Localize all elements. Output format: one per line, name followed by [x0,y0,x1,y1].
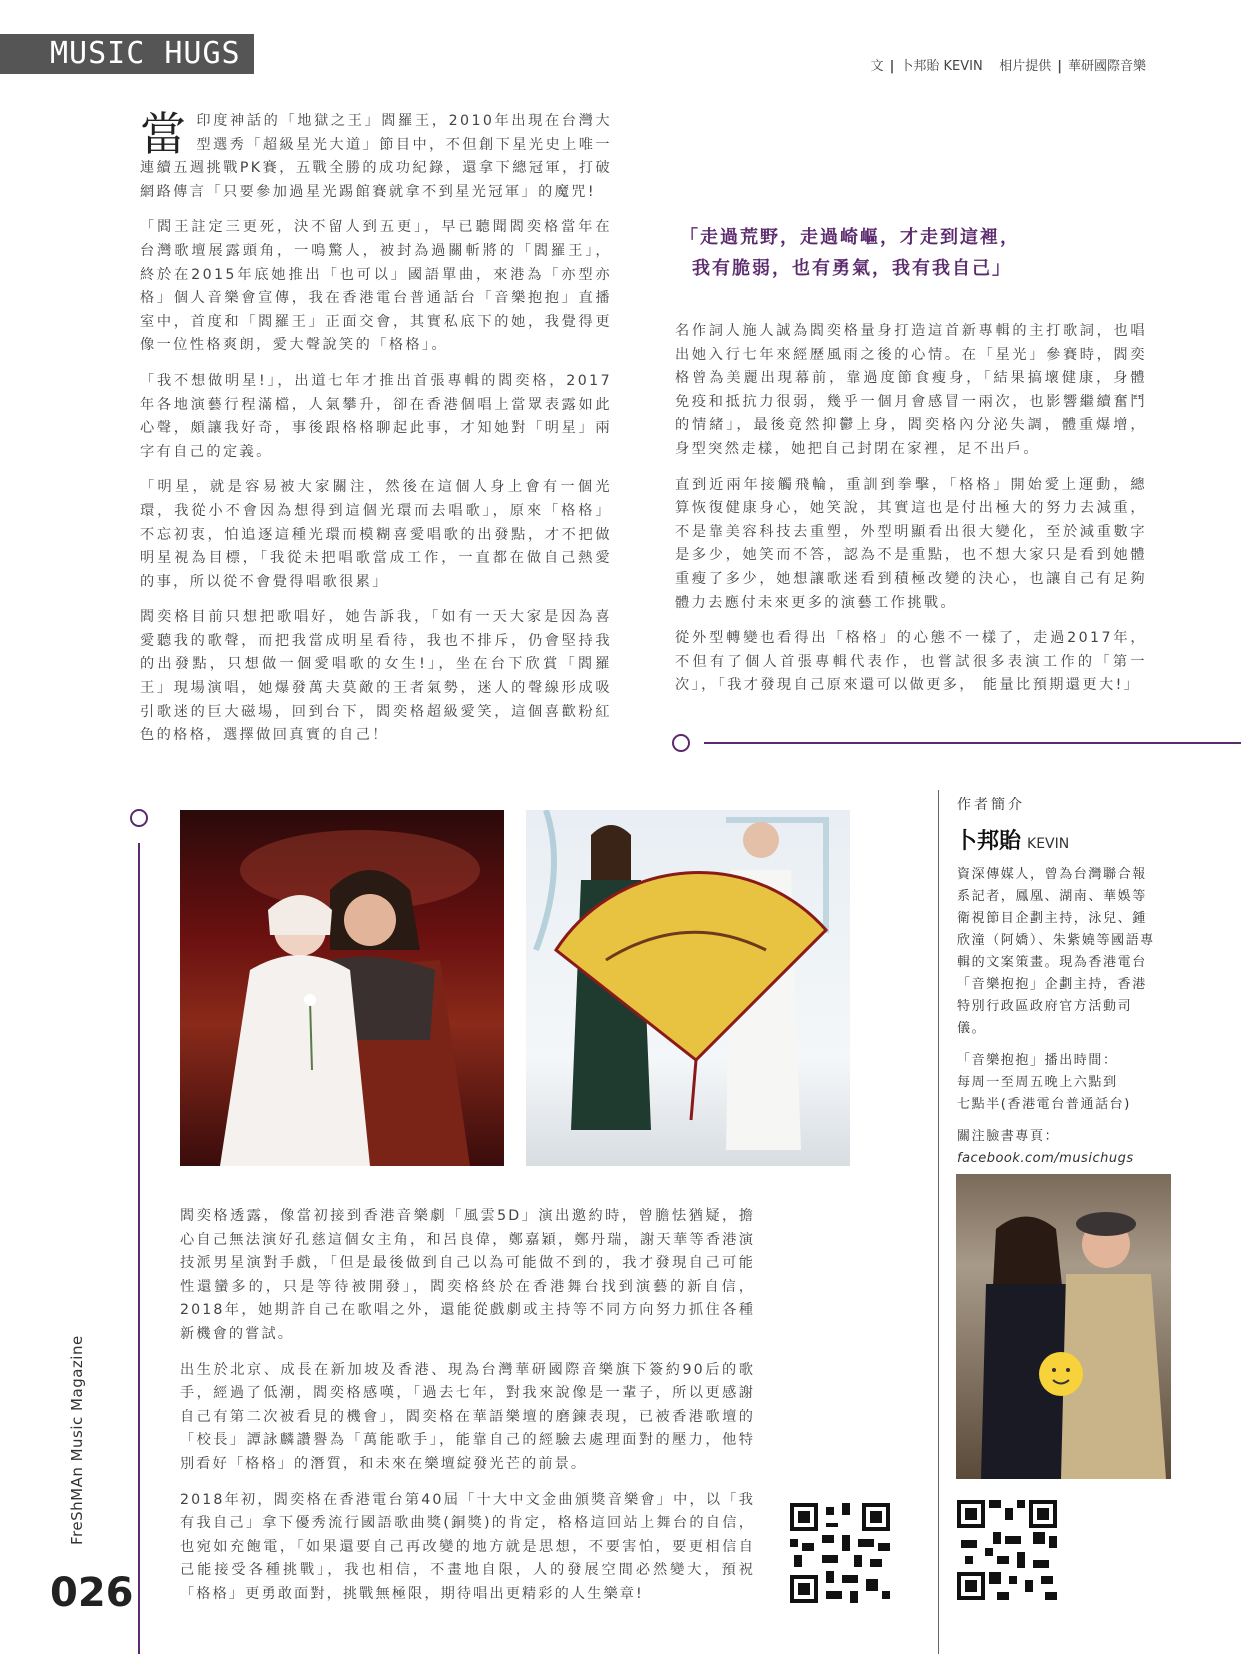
credits-photo-label: 相片提供 [999,59,1052,74]
left-column [140,107,612,760]
pull-quote-line: 「走過荒野，走過崎嶇，才走到這裡， [680,227,1020,248]
vertical-rule [138,843,140,1654]
paragraph: 從外型轉變也看得出「格格」的心態不一樣了，走過2017年，不但有了個人首張專輯代表作，也嘗試很多表演工作的「第一次」，「我才發現自己原來還可以做更多， 能量比預期還更大!」 [675,630,1147,694]
credits: 文 | 卜邦貽 KEVIN 相片提供 | 華研國際音樂 [870,59,1146,74]
facebook-info: 關注臉書專頁： facebook.com/musichugs [957,1129,1134,1166]
paragraph: 直到近兩年接觸飛輪，重訓到拳擊，「格格」開始愛上運動，總算恢復健康身心，她笑說，其實這也是付出極大的努力去減重，不是靠美容科技去重塑，外型明顯看出很大變化，至於減重數字是多少，她笑而不答，認為不是重點，也不想大家只是看到她體重瘦了多少，她想讓歌迷看到積極改變的決心，也讓自己有足夠體力去應付未來更多的演藝工作挑戰。 [675,476,1147,611]
credits-photo-source: 華研國際音樂 [1067,59,1146,74]
paragraph: 「明星，就是容易被大家關注，然後在這個人身上會有一個光環，我從小不會因為想得到這個光環而去唱歌」，原來「格格」不忘初衷，怕追逐這種光環而模糊喜愛唱歌的出發點，才不把做明星視為目標，「我從未把唱歌當成工作，一直都在做自己熱愛的事，所以從不會覺得唱歌很累」 [140,479,612,590]
author-bio-text: 資深傳媒人，曾為台灣聯合報系記者，鳳凰、湖南、華娛等衛視節目企劃主持，泳兒、鍾欣潼（阿嬌）、朱紫嬈等國語專輯的文案策畫。現為香港電台「音樂抱抱」企劃主持，香港特別行政區政府官方活動司儀。 [957,867,1155,1036]
paragraph: 閻奕格透露，像當初接到香港音樂劇「風雲5D」演出邀約時，曾膽怯猶疑，擔心自己無法演好孔慈這個女主角，和呂良偉，鄭嘉穎，鄭丹瑞，謝天華等香港演技派男星演對手戲，「但是最後做到自己以為可能做不到的，我才發現自己可能性還蠻多的，只是等待被開發」，閻奕格終於在香港舞台找到演藝的新自信，2018年，她期許自己在歌唱之外，還能從戲劇或主持等不同方向努力抓住各種新機會的嘗試。 [180,1208,755,1342]
right-column [675,320,1147,710]
rule-circle [130,809,148,827]
magazine-name: FreShMAn Music Magazine [68,1335,86,1545]
stage-photo [180,810,504,1166]
press-event-photo [526,810,850,1166]
paragraph: 「閻王註定三更死，決不留人到五更」，早已聽聞閻奕格當年在台灣歌壇展露頭角，一鳴驚人，被封為過關斬將的「閻羅王」，終於在2015年底她推出「也可以」國語單曲，來港為「亦型亦格」個人音樂會宣傳，我在香港電台普通話台「音樂抱抱」直播室中，首度和「閻羅王」正面交會，其實私底下的她，我覺得更像一位性格爽朗，愛大聲說笑的「格格」。 [140,219,612,354]
page-number: 026 [50,1570,134,1616]
dropcap: 當 [140,107,189,161]
bottom-column [180,1205,755,1619]
paragraph: 當印度神話的「地獄之王」閻羅王，2010年出現在台灣大型選秀「超級星光大道」節目中，不但創下星光史上唯一連續五週挑戰PK賽，五戰全勝的成功紀錄，還拿下總冠軍，打破網路傳言「只要參加過星光踢館賽就拿不到星光冠軍」的魔咒! [140,107,612,200]
author-bio [957,864,1157,1180]
sidebar-rule [938,790,939,1654]
paragraph: 「我不想做明星!」，出道七年才推出首張專輯的閻奕格，2017年各地演藝行程滿檔，人氣攀升，卻在香港個唱上當眾表露如此心聲，頗讓我好奇，事後跟格格聊起此事，才知她對「明星」兩字有自己的定義。 [140,372,612,460]
paragraph: 2018年初，閻奕格在香港電台第40屆「十大中文金曲頒獎音樂會」中，以「我有我自己」拿下優秀流行國語歌曲獎(銅獎)的肯定，格格這回站上舞台的自信，也宛如充飽電，「如果還要自己再改變的地方就是思想，不要害怕，要更相信自己能接受各種挑戰」，我也相信，不畫地自限，人的發展空間必然變大，預祝「格格」更勇敢面對，挑戰無極限，期待唱出更精彩的人生樂章! [180,1491,755,1602]
section-header [0,34,254,74]
press-event-illustration [526,810,850,1166]
paragraph: 閻奕格目前只想把歌唱好，她告訴我，「如有一天大家是因為喜愛聽我的歌聲，而把我當成明星看待，我也不排斥，仍會堅持我的出發點，只想做一個愛唱歌的女生!」，坐在台下欣賞「閻羅王」現場演唱，她爆發萬夫莫敵的王者氣勢，迷人的聲線形成吸引歌迷的巨大磁場，回到台下，閻奕格超級愛笑，這個喜歡粉紅色的格格，選擇做回真實的自己！ [140,609,612,744]
credits-author: 卜邦貽 KEVIN [900,59,983,74]
broadcast-info: 「音樂抱抱」播出時間： 每周一至周五晚上六點到 七點半(香港電台普通話台) [957,1053,1131,1112]
pull-quote-line: 我有脆弱，也有勇氣，我有我自己」 [692,258,1012,279]
pull-quote [680,222,1020,284]
qr-code[interactable] [957,1500,1057,1600]
author-photo [956,1174,1171,1479]
paragraph: 名作詞人施人誠為閻奕格量身打造這首新專輯的主打歌詞，也唱出她入行七年來經歷風雨之後的心情。在「星光」參賽時，閻奕格曾為美麗出現幕前，靠過度節食瘦身，「結果搞壞健康，身體免疫和抵抗力很弱，幾乎一個月會感冒一兩次，也影響繼續奮鬥的情緒」，最後竟然抑鬱上身，閻奕格內分泌失調，體重爆增，身型突然走樣，她把自己封閉在家裡，足不出戶。 [675,323,1147,457]
stage-photo-illustration [180,810,504,1166]
divider-line [704,742,1241,744]
author-photo-illustration [956,1174,1171,1479]
facebook-link[interactable]: facebook.com/musichugs [957,1151,1134,1166]
divider-circle [672,734,690,752]
author-name-en: KEVIN [1027,836,1070,852]
section-title: MUSIC HUGS [50,36,241,71]
qr-code[interactable] [790,1503,890,1603]
credits-text-label: 文 [870,59,884,74]
author-name: 卜邦貽 KEVIN [955,829,1070,854]
paragraph: 出生於北京、成長在新加坡及香港、現為台灣華研國際音樂旗下簽約90后的歌手，經過了低潮，閻奕格感嘆，「過去七年，對我來說像是一輩子，所以更感謝自己有第二次被看見的機會」，閻奕格在華語樂壇的磨鍊表現，已被香港歌壇的「校長」譚詠麟讚譽為「萬能歌手」，能靠自己的經驗去處理面對的壓力，他特別看好「格格」的潛質，和未來在樂壇綻發光芒的前景。 [180,1361,755,1472]
author-section-label: 作者簡介 [957,797,1025,813]
